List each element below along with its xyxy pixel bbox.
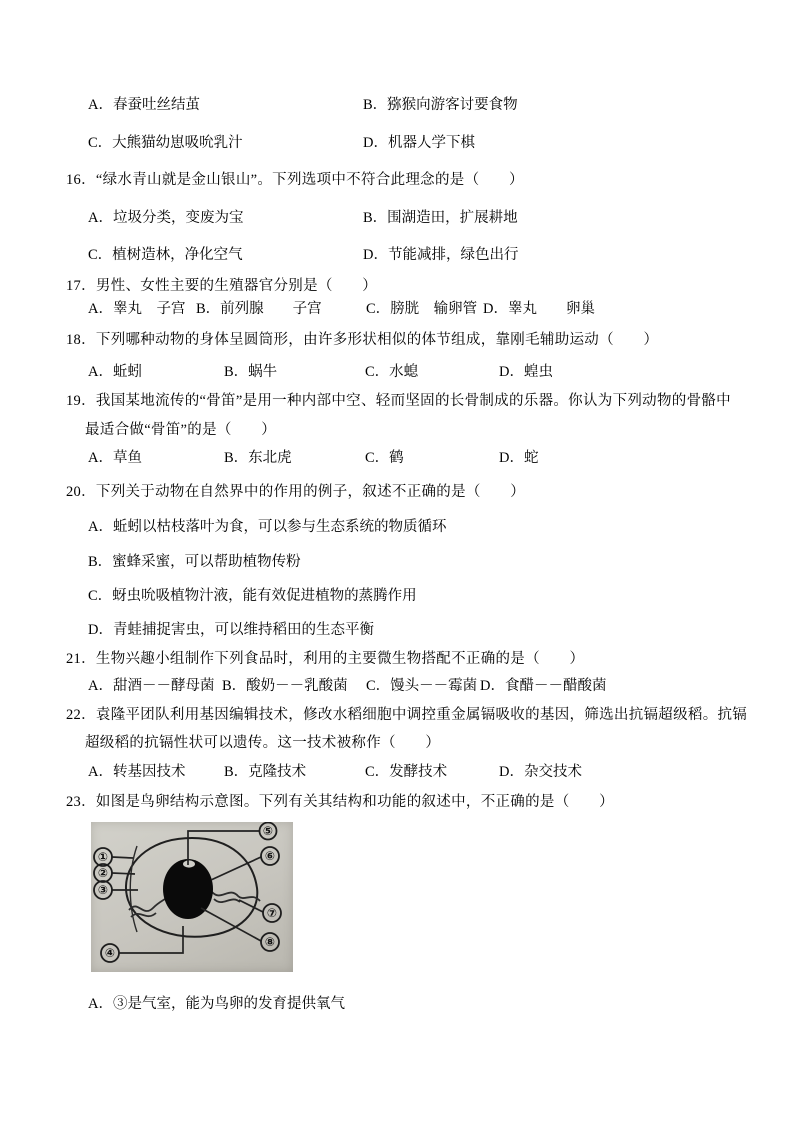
chalaza-left	[129, 899, 165, 911]
q15-option-b: B．猕猴向游客讨要食物	[363, 97, 518, 113]
q16-option-c: C．植树造林，净化空气	[88, 247, 243, 263]
q19-option-c: C．鹤	[365, 450, 404, 466]
chalaza-right-lower	[214, 899, 240, 902]
q20-option-b: B．蜜蜂采蜜，可以帮助植物传粉	[88, 554, 301, 570]
q20-option-a: A．蚯蚓以枯枝落叶为食，可以参与生态系统的物质循环	[88, 519, 447, 535]
chalaza-left-lower	[131, 913, 156, 917]
q20-stem: 20．下列关于动物在自然界中的作用的例子，叙述不正确的是（ ）	[66, 484, 526, 500]
q15-option-c: C．大熊猫幼崽吸吮乳汁	[88, 135, 243, 151]
q22-option-c: C．发酵技术	[365, 764, 448, 780]
q23-stem: 23．如图是鸟卵结构示意图。下列有关其结构和功能的叙述中，不正确的是（ ）	[66, 794, 614, 810]
q21-option-a: A．甜酒－－酵母菌	[88, 678, 215, 694]
circled-3-label: ③	[97, 883, 109, 897]
q22-option-d: D．杂交技术	[499, 764, 582, 780]
q16-option-b: B．围湖造田，扩展耕地	[363, 210, 518, 226]
q23-option-a: A．③是气室，能为鸟卵的发育提供氧气	[88, 996, 345, 1012]
pointer-5	[188, 831, 259, 865]
q21-stem: 21．生物兴趣小组制作下列食品时，利用的主要微生物搭配不正确的是（ ）	[66, 651, 585, 667]
egg-diagram-photo	[91, 822, 293, 972]
q21-option-b: B．酸奶－－乳酸菌	[222, 678, 348, 694]
q15-option-a: A．春蚕吐丝结茧	[88, 97, 200, 113]
q17-stem: 17．男性、女性主要的生殖器官分别是（ ）	[66, 278, 378, 294]
q22-stem-line2: 超级稻的抗镉性状可以遗传。这一技术被称作（ ）	[85, 735, 441, 751]
q19-option-a: A．草鱼	[88, 450, 142, 466]
circled-2-label: ②	[97, 866, 109, 880]
circled-5-label: ⑤	[262, 824, 274, 838]
circled-7-label: ⑦	[266, 906, 278, 920]
q18-stem: 18．下列哪种动物的身体呈圆筒形，由许多形状相似的体节组成，靠刚毛辅助运动（ ）	[66, 332, 659, 348]
germinal-disc	[183, 860, 195, 867]
q20-option-d: D．青蛙捕捉害虫，可以维持稻田的生态平衡	[88, 622, 374, 638]
q17-option-c: C．膀胱 输卵管	[366, 301, 478, 317]
q18-option-a: A．蚯蚓	[88, 364, 142, 380]
q21-option-c: C．馒头－－霉菌	[366, 678, 478, 694]
q18-option-b: B．蜗牛	[224, 364, 278, 380]
q19-option-b: B．东北虎	[224, 450, 292, 466]
egg-structure-diagram	[91, 822, 293, 972]
q18-option-c: C．水螅	[365, 364, 419, 380]
q22-option-b: B．克隆技术	[224, 764, 307, 780]
pointer-7	[239, 900, 263, 912]
circled-6-label: ⑥	[264, 849, 276, 863]
q18-option-d: D．蝗虫	[499, 364, 553, 380]
q16-stem: 16．“绿水青山就是金山银山”。下列选项中不符合此理念的是（ ）	[66, 172, 524, 188]
q22-stem-line1: 22．袁隆平团队利用基因编辑技术，修改水稻细胞中调控重金属镉吸收的基因，筛选出抗镉超级稻。抗镉	[66, 707, 748, 723]
q17-option-b: B．前列腺 子宫	[196, 301, 322, 317]
circled-8-label: ⑧	[264, 935, 276, 949]
q19-stem-line1: 19．我国某地流传的“骨笛”是用一种内部中空、轻而坚固的长骨制成的乐器。你认为下列动物的骨骼中	[66, 393, 731, 409]
circled-4-label: ④	[104, 946, 116, 960]
circled-1-label: ①	[97, 850, 109, 864]
pointer-2	[112, 873, 135, 874]
q19-stem-line2: 最适合做“骨笛”的是（ ）	[85, 422, 277, 438]
pointer-4	[119, 926, 183, 953]
pointer-1	[112, 857, 133, 858]
q19-option-d: D．蛇	[499, 450, 539, 466]
q21-option-d: D．食醋－－醋酸菌	[480, 678, 607, 694]
q15-option-d: D．机器人学下棋	[363, 135, 475, 151]
q17-option-d: D．睾丸 卵巢	[483, 301, 595, 317]
q22-option-a: A．转基因技术	[88, 764, 186, 780]
q16-option-a: A．垃圾分类，变废为宝	[88, 210, 244, 226]
q16-option-d: D．节能减排，绿色出行	[363, 247, 519, 263]
q17-option-a: A．睾丸 子宫	[88, 301, 186, 317]
q20-option-c: C．蚜虫吮吸植物汁液，能有效促进植物的蒸腾作用	[88, 588, 417, 604]
